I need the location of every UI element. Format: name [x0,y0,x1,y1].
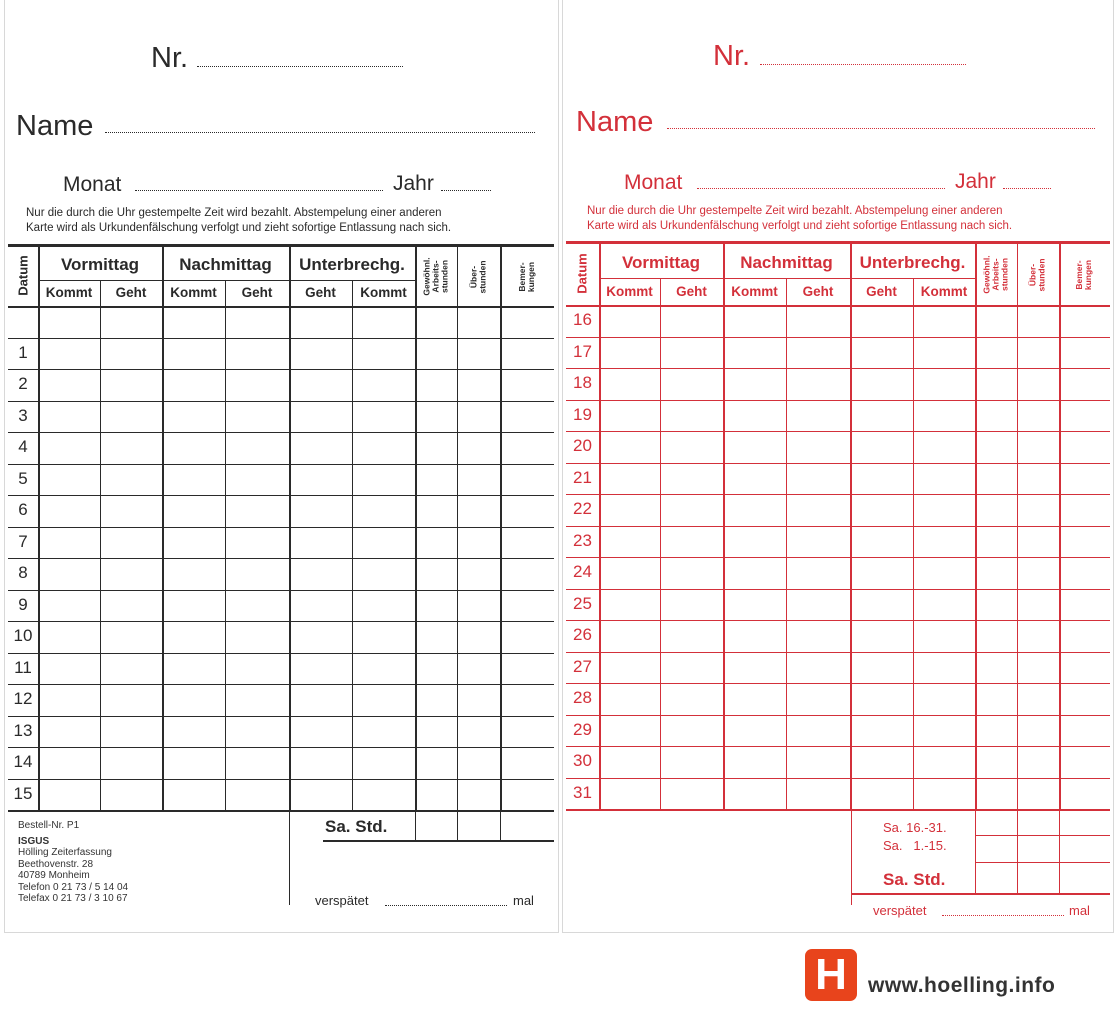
row-divider [8,401,554,402]
column-divider [660,278,661,809]
nr-label: Nr. [713,40,751,72]
sub-header-geht: Geht [866,284,897,299]
column-divider [38,244,40,810]
row-divider [566,368,1110,369]
row-divider [8,621,554,622]
sub-header-geht: Geht [115,285,147,300]
row-divider [566,589,1110,590]
nr-field[interactable] [197,66,403,67]
day-number: 10 [13,626,33,645]
mal-label: mal [1069,903,1090,918]
bestell-nr: Bestell-Nr. P1 [18,820,80,831]
sub-header-geht: Geht [802,284,834,299]
sub-header-geht: Geht [305,285,336,300]
row-divider [566,494,1110,495]
column-divider [457,244,458,810]
verspaetet-field[interactable] [942,915,1064,916]
column-divider [500,244,502,810]
day-number: 15 [13,783,33,803]
day-number: 19 [573,404,592,424]
sub-header-geht: Geht [241,285,273,300]
column-divider [723,241,725,809]
row-divider [566,526,1110,527]
row-divider [8,716,554,717]
time-card-first-half [5,0,558,932]
day-number: 3 [18,405,28,425]
row-divider [8,432,554,433]
footer-address [18,820,128,905]
day-number: 16 [573,310,592,329]
sum-row-divider [975,835,1110,836]
day-number: 7 [18,531,28,551]
row-divider [566,620,1110,621]
day-number: 14 [13,752,33,771]
sub-header-kommt: Kommt [920,284,968,299]
row-divider [8,684,554,685]
row-divider [8,369,554,370]
nachmittag-header: Nachmittag [179,255,272,274]
sa-range-16-31: Sa. 16.-31. [883,820,947,835]
day-number: 28 [573,688,592,707]
unterbrechung-header: Unterbrechg. [299,255,405,274]
column-divider [599,241,601,809]
company-name: ISGUS [18,835,50,847]
address-line: Hölling Zeiterfassung [18,847,112,858]
sa-range-1-15: Sa. 1.-15. [883,838,947,853]
sum-row-border [851,893,1110,895]
sa-std-label: Sa. Std. [883,870,946,889]
sa-std-label: Sa. Std. [325,817,388,836]
day-number: 13 [13,720,33,740]
row-divider [566,809,1110,811]
verspaetet-label: verspätet [873,903,927,918]
address-line: 40789 Monheim [18,870,90,881]
hoelling-logo-letter: H [815,950,847,999]
monat-field[interactable] [135,190,383,191]
gewoehnl-header: Gewöhnl. Arbeits- stunden [421,257,450,296]
sum-column-divider [415,810,416,840]
notice-line-1: Nur die durch die Uhr gestempelte Zeit wird bezahlt. Abstempelung einer anderen [26,207,442,219]
day-number: 27 [573,656,592,676]
footer-divider [289,810,290,905]
verspaetet-label: verspätet [315,893,369,908]
jahr-field[interactable] [441,190,491,191]
sum-column-divider [1017,809,1018,893]
row-divider [8,495,554,496]
header-bottom-border [566,305,1110,307]
time-card-second-half [563,0,1113,932]
sub-header-geht: Geht [676,284,707,299]
day-number: 11 [14,657,32,677]
row-divider [566,463,1110,464]
column-divider [786,278,787,809]
address-line: Beethovenstr. 28 [18,858,94,870]
name-label: Name [16,110,94,142]
bemerkungen-header: Bemer- kungen [1074,259,1094,290]
sum-row-divider [975,862,1110,863]
column-divider [225,280,226,810]
sub-header-kommt: Kommt [360,285,407,300]
footer-divider [851,809,852,905]
day-number: 4 [18,437,28,456]
row-divider [566,337,1110,338]
website-url[interactable]: www.hoelling.info [868,974,1056,997]
day-number: 18 [573,373,592,392]
phone-line: Telefon 0 21 73 / 5 14 04 [18,881,129,893]
nr-label: Nr. [151,42,189,74]
row-divider [566,431,1110,432]
sum-row-border [323,840,554,842]
sum-column-divider [1059,809,1060,893]
day-number: 17 [573,341,592,361]
ueberstunden-header: Über- stunden [468,259,488,294]
jahr-field[interactable] [1003,188,1051,189]
monat-field[interactable] [697,188,945,189]
row-divider [8,527,554,528]
sub-header-kommt: Kommt [606,284,653,299]
day-number: 8 [18,563,28,582]
day-number: 6 [18,500,28,519]
datum-header: Datum [575,252,591,294]
sum-column-divider [457,810,458,840]
column-divider [289,244,291,810]
notice-line-2: Karte wird als Urkundenfälschung verfolgt und zieht sofortige Entlassung nach sich. [587,220,1013,232]
day-number: 30 [573,751,592,770]
row-divider [8,464,554,465]
row-divider [566,652,1110,653]
row-divider [8,747,554,748]
row-divider [566,683,1110,684]
ueberstunden-header: Über- stunden [1028,257,1047,292]
row-divider [8,779,554,780]
jahr-label: Jahr [955,170,996,193]
column-divider [415,244,417,810]
column-divider [162,244,164,810]
row-divider [8,590,554,591]
day-number: 29 [573,719,592,739]
name-field[interactable] [105,132,535,133]
day-number: 22 [573,499,592,518]
notice-line-1: Nur die durch die Uhr gestempelte Zeit wird bezahlt. Abstempelung einer anderen [587,205,1003,217]
row-divider [8,338,554,339]
name-field[interactable] [667,128,1095,129]
vormittag-header: Vormittag [621,253,701,272]
column-divider [1059,241,1061,809]
verspaetet-field[interactable] [385,905,507,906]
fax-line: Telefax 0 21 73 / 3 10 67 [18,893,128,904]
day-number: 23 [573,530,592,550]
sum-column-divider [975,809,976,893]
day-number: 9 [18,594,28,614]
column-divider [100,280,101,810]
column-divider [913,278,914,809]
row-divider [566,715,1110,716]
row-divider [8,653,554,654]
nr-field[interactable] [760,64,966,65]
sub-header-kommt: Kommt [170,285,217,300]
day-number: 20 [573,436,592,455]
monat-label: Monat [624,171,683,194]
day-number: 1 [18,342,28,362]
monat-label: Monat [63,173,122,196]
column-divider [850,241,852,809]
day-number: 12 [13,689,33,708]
jahr-label: Jahr [393,172,434,195]
sub-header-kommt: Kommt [45,285,93,300]
nachmittag-header: Nachmittag [740,253,833,272]
day-number: 26 [573,625,592,644]
notice-line-2: Karte wird als Urkundenfälschung verfolgt und zieht sofortige Entlassung nach sich. [26,222,452,234]
day-number: 31 [573,782,592,802]
day-number: 21 [573,467,592,487]
column-divider [1017,241,1018,809]
row-divider [8,558,554,559]
sum-column-divider [500,810,501,840]
row-divider [566,778,1110,779]
row-divider [8,810,554,812]
vormittag-header: Vormittag [60,255,140,274]
row-divider [566,746,1110,747]
header-bottom-border [8,306,554,308]
mal-label: mal [513,893,534,908]
column-divider [975,241,977,809]
day-number: 5 [18,468,28,488]
row-divider [566,400,1110,401]
datum-header: Datum [15,254,31,296]
day-number: 24 [573,562,592,581]
unterbrechung-header: Unterbrechg. [859,253,966,272]
day-number: 25 [573,593,592,613]
column-divider [352,280,353,810]
day-number: 2 [18,374,28,393]
row-divider [566,557,1110,558]
bemerkungen-header: Bemer- kungen [516,261,536,292]
gewoehnl-header: Gewöhnl. Arbeits- stunden [981,255,1010,294]
sub-header-kommt: Kommt [731,284,778,299]
name-label: Name [576,106,654,138]
